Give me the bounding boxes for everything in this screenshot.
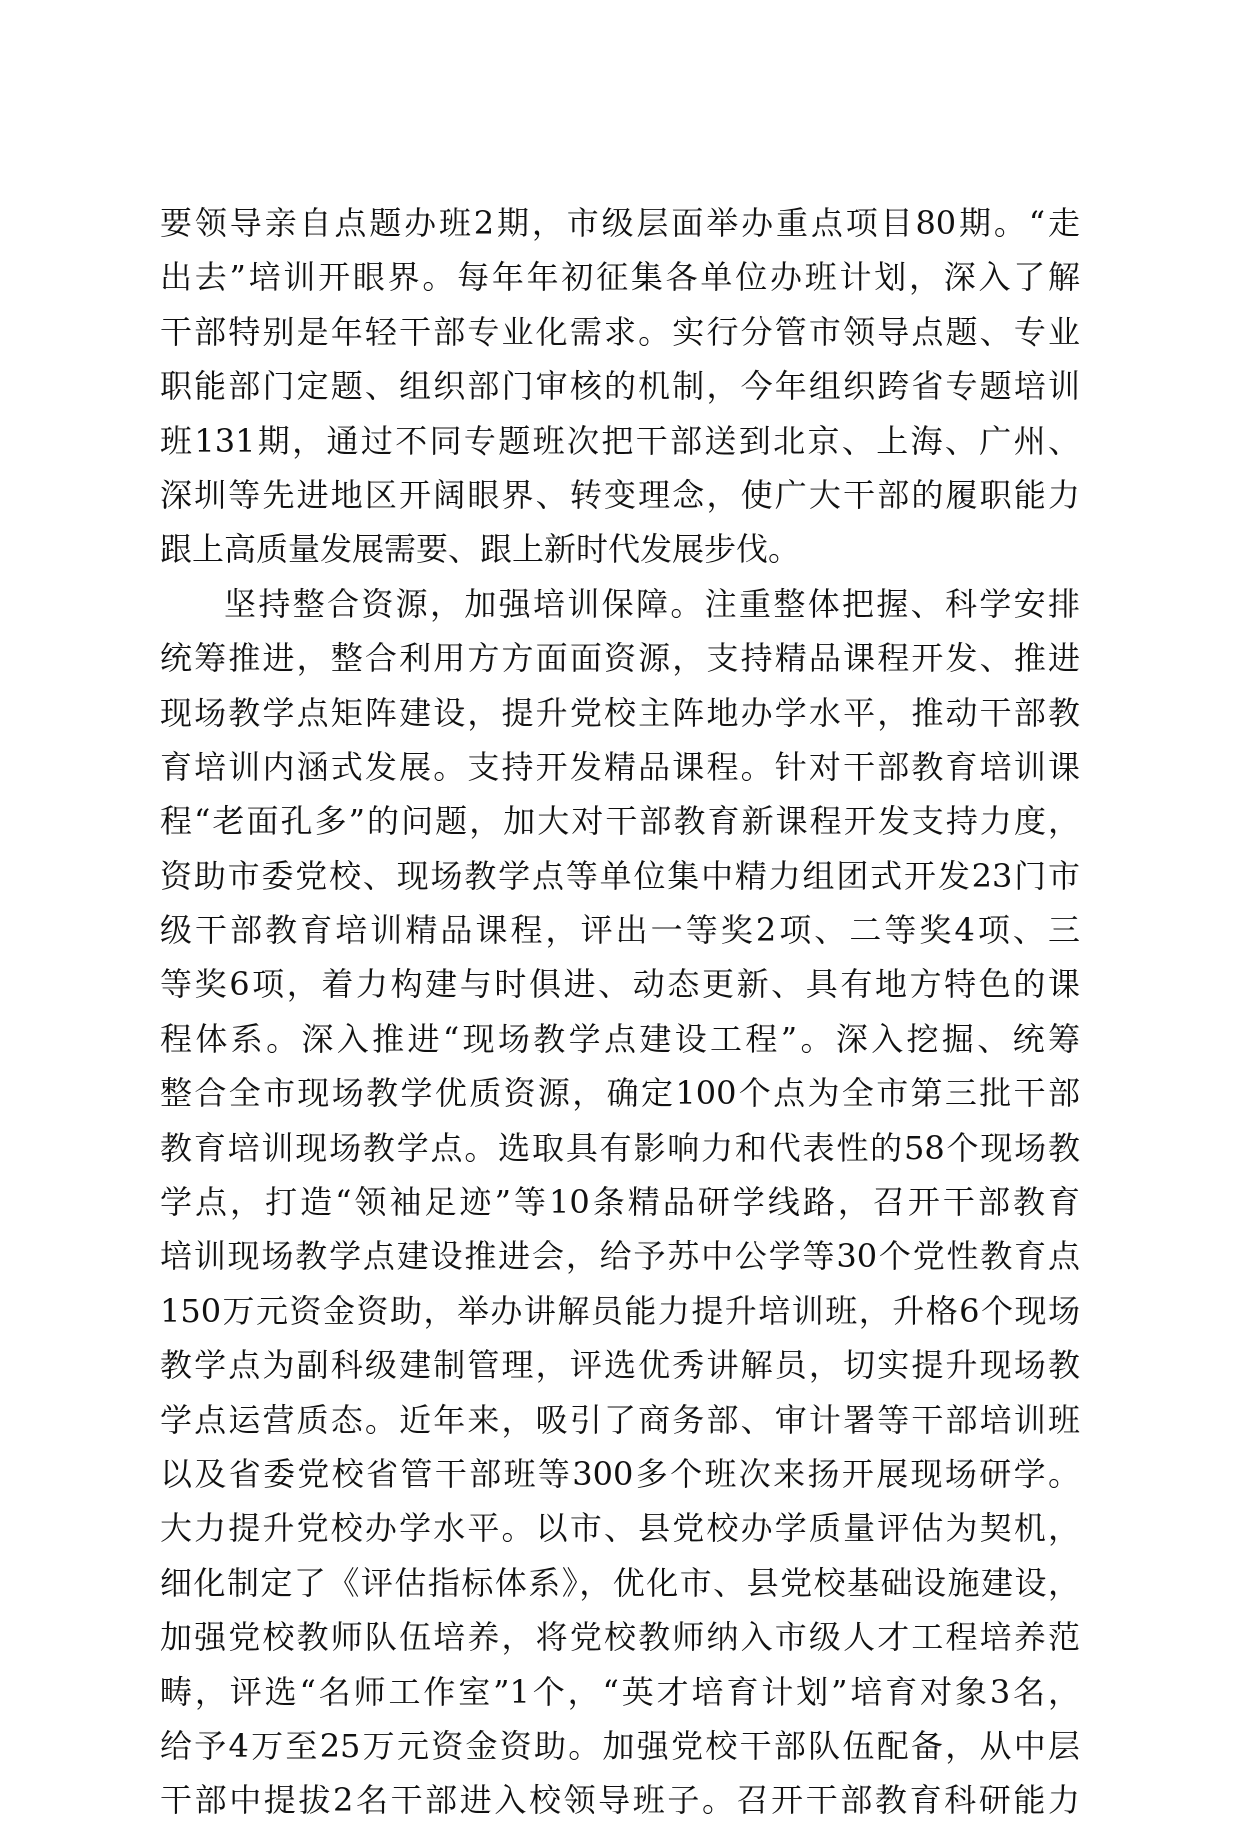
paragraph-integrate-resources [160, 577, 1080, 1828]
text-line: 程“老面孔多”的问题，加大对干部教育新课程开发支持力度， [160, 802, 1080, 841]
text-line: 坚持整合资源，加强培训保障。注重整体把握、科学安排 [224, 584, 1080, 623]
text-line: 深圳等先进地区开阔眼界、转变理念，使广大干部的履职能力 [160, 475, 1080, 514]
text-line: 以及省委党校省管干部班等300多个班次来扬开展现场研学。 [160, 1454, 1080, 1493]
text-line: 现场教学点矩阵建设，提升党校主阵地办学水平，推动干部教 [160, 693, 1080, 732]
text-line: 150万元资金资助，举办讲解员能力提升培训班，升格6个现场 [160, 1291, 1080, 1330]
text-line: 跟上高质量发展需要、跟上新时代发展步伐。 [160, 530, 801, 569]
text-line: 级干部教育培训精品课程，评出一等奖2项、二等奖4项、三 [160, 911, 1080, 950]
text-line: 给予4万至25万元资金资助。加强党校干部队伍配备，从中层 [160, 1726, 1080, 1765]
text-line: 干部中提拔2名干部进入校领导班子。召开干部教育科研能力 [160, 1781, 1080, 1820]
text-line: 学点运营质态。近年来，吸引了商务部、审计署等干部培训班 [160, 1400, 1080, 1439]
document-body [160, 196, 1080, 1828]
text-line: 资助市委党校、现场教学点等单位集中精力组团式开发23门市 [160, 856, 1080, 895]
text-line: 职能部门定题、组织部门审核的机制，今年组织跨省专题培训 [160, 367, 1080, 406]
text-line: 出去”培训开眼界。每年年初征集各单位办班计划，深入了解 [160, 258, 1080, 297]
text-line: 等奖6项，着力构建与时俱进、动态更新、具有地方特色的课 [160, 965, 1080, 1004]
text-line: 要领导亲自点题办班2期，市级层面举办重点项目80期。“走 [160, 204, 1080, 242]
text-line: 班131期，通过不同专题班次把干部送到北京、上海、广州、 [160, 421, 1080, 460]
text-line: 学点，打造“领袖足迹”等10条精品研学线路，召开干部教育 [160, 1183, 1080, 1222]
text-line: 统筹推进，整合利用方方面面资源，支持精品课程开发、推进 [160, 639, 1080, 678]
text-line: 培训现场教学点建设推进会，给予苏中公学等30个党性教育点 [160, 1237, 1080, 1276]
text-line: 育培训内涵式发展。支持开发精品课程。针对干部教育培训课 [160, 747, 1080, 786]
text-line: 整合全市现场教学优质资源，确定100个点为全市第三批干部 [160, 1074, 1080, 1113]
text-line: 干部特别是年轻干部专业化需求。实行分管市领导点题、专业 [160, 312, 1080, 351]
paragraph-continuation [160, 196, 1080, 577]
text-line: 加强党校教师队伍培养，将党校教师纳入市级人才工程培养范 [160, 1618, 1080, 1657]
text-line: 程体系。深入推进“现场教学点建设工程”。深入挖掘、统筹 [160, 1019, 1080, 1058]
text-line: 细化制定了《评估指标体系》，优化市、县党校基础设施建设， [160, 1563, 1080, 1602]
text-line: 大力提升党校办学水平。以市、县党校办学质量评估为契机， [160, 1509, 1080, 1548]
text-line: 教学点为副科级建制管理，评选优秀讲解员，切实提升现场教 [160, 1346, 1080, 1385]
text-line: 畴，评选“名师工作室”1个，“英才培育计划”培育对象3名， [160, 1672, 1080, 1711]
text-line: 教育培训现场教学点。选取具有影响力和代表性的58个现场教 [160, 1128, 1080, 1167]
